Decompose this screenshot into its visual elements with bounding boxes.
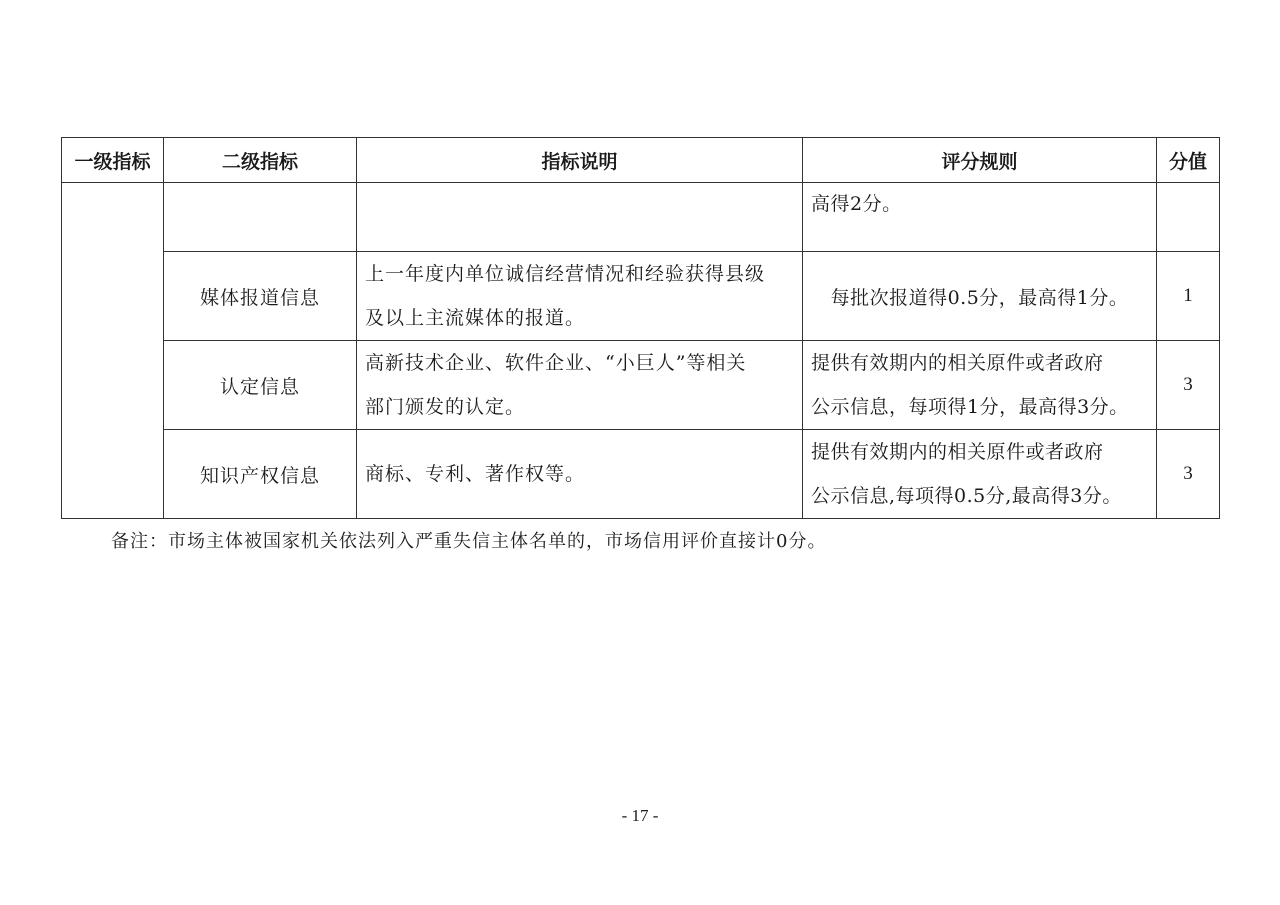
description-line: 部门颁发的认定。 — [365, 396, 526, 418]
rule-line: 公示信息，每项得1分，最高得3分。 — [811, 396, 1129, 418]
table-row — [62, 183, 1220, 252]
score-cell: 3 — [1157, 430, 1220, 519]
header-level2: 二级指标 — [164, 138, 357, 183]
level2-cell: 知识产权信息 — [164, 430, 357, 519]
rule-cell: 高得2分。 — [803, 183, 1157, 252]
table-row — [62, 252, 1220, 341]
description-cell — [357, 341, 803, 430]
table-header-row — [62, 138, 1220, 183]
level2-cell: 认定信息 — [164, 341, 357, 430]
score-cell — [1157, 183, 1220, 252]
description-line: 高新技术企业、软件企业、“小巨人”等相关 — [365, 352, 747, 374]
level1-cell — [62, 183, 164, 519]
table-row — [62, 430, 1220, 519]
description-cell — [357, 252, 803, 341]
header-score: 分值 — [1157, 138, 1220, 183]
rule-line: 提供有效期内的相关原件或者政府 — [811, 352, 1104, 374]
description-line: 上一年度内单位诚信经营情况和经验获得县级 — [365, 263, 766, 285]
level2-cell: 媒体报道信息 — [164, 252, 357, 341]
rule-line: 提供有效期内的相关原件或者政府 — [811, 441, 1104, 463]
page-number: - 17 - — [621, 806, 659, 825]
description-cell — [357, 183, 803, 252]
rule-cell: 每批次报道得0.5分，最高得1分。 — [803, 252, 1157, 341]
score-cell: 1 — [1157, 252, 1220, 341]
table-row — [62, 341, 1220, 430]
rule-cell — [803, 341, 1157, 430]
header-level1: 一级指标 — [62, 138, 164, 183]
footnote: 备注：市场主体被国家机关依法列入严重失信主体名单的，市场信用评价直接计0分。 — [111, 531, 827, 552]
rule-cell — [803, 430, 1157, 519]
header-rule: 评分规则 — [803, 138, 1157, 183]
header-description: 指标说明 — [357, 138, 803, 183]
description-line: 及以上主流媒体的报道。 — [365, 307, 586, 329]
scoring-table — [61, 137, 1220, 519]
score-cell: 3 — [1157, 341, 1220, 430]
rule-line: 公示信息,每项得0.5分,最高得3分。 — [811, 485, 1122, 507]
level2-cell — [164, 183, 357, 252]
description-cell: 商标、专利、著作权等。 — [357, 430, 803, 519]
